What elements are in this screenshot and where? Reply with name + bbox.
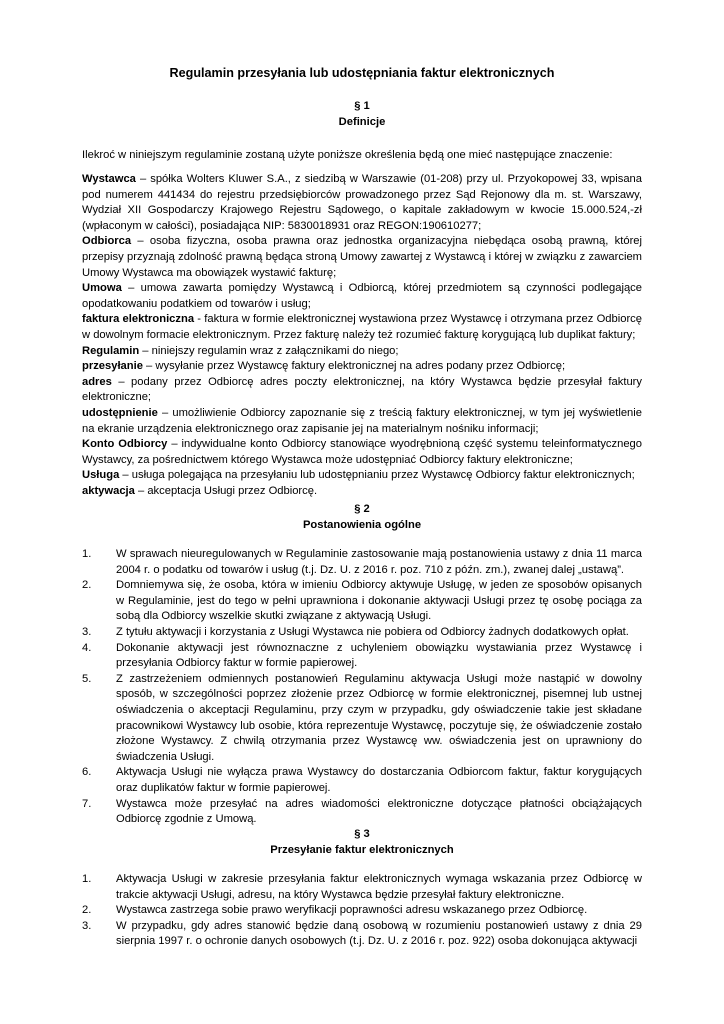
- definition-term: Konto Odbiorcy: [82, 438, 168, 451]
- item-number: 1.: [82, 873, 92, 885]
- definition-item: [82, 281, 642, 312]
- list-item: [82, 765, 642, 796]
- definition-text: – osoba fizyczna, osoba prawna oraz jednostka organizacyjna niebędąca osobą prawną, której przepisy przyznają zdolność prawną będąca stroną Umowy zawartej z Wystawcą i której w związku z zawarciem Umowy Wystawca ma obowiązek wystawić fakturę;: [82, 235, 642, 279]
- item-number: 4.: [82, 641, 92, 654]
- item-number: 5.: [82, 672, 92, 685]
- definition-item: [82, 484, 642, 500]
- definition-item: [82, 234, 642, 281]
- definition-item: [82, 172, 642, 234]
- definition-term: udostępnienie: [82, 406, 158, 419]
- item-text: Z zastrzeżeniem odmiennych postanowień Regulaminu aktywacja Usługi może nastąpić w dowolny sposób, w szczególności poprzez złożenie przez Odbiorcę w formie elektronicznej, pisemnej lub ustnej oświadczenia o akceptacji Regulaminu, przy czym w przypadku, gdy oświadczenie takie jest składane pracownikowi Wystawcy lub osobie, która reprezentuje Wystawcę, poczytuje się, że oświadczenie zostało złożone Wystawcy. Z chwilą otrzymania przez Wystawcę ww. oświadczenia jest on uprawniony do świadczenia Usługi.: [116, 672, 642, 763]
- definition-text: – wysyłanie przez Wystawcę faktury elektronicznej na adres podany przez Odbiorcę;: [142, 360, 566, 373]
- section-2-list: [82, 547, 642, 828]
- definition-text: – umowa zawarta pomiędzy Wystawcą i Odbiorcą, której przedmiotem są czynności podlegające opodatkowaniu podatkiem od towarów i usług;: [82, 282, 642, 310]
- item-number: 1.: [82, 548, 92, 560]
- section-3-number: § 3: [354, 828, 370, 840]
- definition-term: Odbiorca: [82, 235, 132, 248]
- definition-item: [82, 344, 642, 360]
- list-item: [82, 641, 642, 672]
- list-item: [82, 578, 642, 625]
- definitions-list: [82, 172, 642, 499]
- item-text: Z tytułu aktywacji i korzystania z Usługi Wystawca nie pobiera od Odbiorcy żadnych dodatkowych opłat.: [116, 625, 629, 638]
- definition-term: przesyłanie: [82, 360, 143, 373]
- list-item: [82, 625, 642, 641]
- item-text: Wystawca może przesyłać na adres wiadomości elektroniczne dotyczące płatności obciążających Odbiorcę zgodnie z Umową.: [116, 797, 642, 826]
- definition-text: – podany przez Odbiorcę adres poczty elektronicznej, na który Wystawca będzie przesyłał faktury elektroniczne;: [82, 375, 642, 404]
- item-text: Dokonanie aktywacji jest równoznaczne z uchyleniem obowiązku wystawiania przez Wystawcę i przesyłania Odbiorcy faktur w formie papierowej.: [116, 641, 642, 670]
- definition-term: faktura elektroniczna: [82, 313, 195, 326]
- item-text: Domniemywa się, że osoba, która w imieniu Odbiorcy aktywuje Usługę, w jeden ze sposobów opisanych w Regulaminie, jest do tego w pełni uprawniona i dokonanie aktywacji Usługi przez tę osobę pociąga za sobą dla Odbiorcy wszelkie skutki związane z aktywacją Usługi.: [116, 579, 642, 623]
- definition-item: [82, 406, 642, 437]
- definition-term: Umowa: [82, 282, 122, 295]
- item-text: Aktywacja Usługi w zakresie przesyłania faktur elektronicznych wymaga wskazania przez Odbiorcę w trakcie aktywacji Usługi, adresu, na który Wystawca będzie przesyłał faktury elektroniczne.: [116, 873, 642, 901]
- definition-term: Regulamin: [82, 344, 140, 357]
- list-item: [82, 903, 642, 919]
- list-item: [82, 797, 642, 828]
- definition-term: Wystawca: [82, 173, 136, 185]
- definition-text: – spółka Wolters Kluwer S.A., z siedzibą w Warszawie (01-208) przy ul. Przyokopowej 33, wpisana pod numerem 441434 do rejestru przedsiębiorców prowadzonego przez Sąd Rejonowy dla m. st. Warszawy, Wydział XII Gospodarczy Krajowego Rejestru Sądowego, o kapitale zakładowym w kwocie 15.000.524,-zł (wpłaconym w całości), posiadająca NIP: 5830018931 oraz REGON:190610277;: [82, 173, 642, 232]
- item-text: Wystawca zastrzega sobie prawo weryfikacji poprawności adresu wskazanego przez Odbiorcę.: [116, 904, 588, 917]
- definition-text: - faktura w formie elektronicznej wystawiona przez Wystawcę i otrzymana przez Odbiorcę w dowolnym formacie elektronicznym. Przez fakturę należy też rozumieć fakturę korygującą lub duplikat faktury;: [82, 313, 642, 341]
- item-text: W sprawach nieuregulowanych w Regulaminie zastosowanie mają postanowienia ustawy z dnia 11 marca 2004 r. o podatku od towarów i usług (t.j. Dz. U. z 2016 r. poz. 710 z późn. zm.), zwanej dalej „ustawą”.: [116, 548, 642, 576]
- definition-item: [82, 437, 642, 468]
- section-3-heading: Przesyłanie faktur elektronicznych: [270, 844, 454, 856]
- section-2-number: § 2: [354, 503, 370, 515]
- definition-text: – niniejszy regulamin wraz z załącznikami do niego;: [139, 344, 399, 357]
- list-item: [82, 672, 642, 766]
- list-item: [82, 872, 642, 903]
- item-number: 3.: [82, 919, 92, 932]
- item-text: W przypadku, gdy adres stanowić będzie daną osobową w rozumieniu postanowień ustawy z dnia 29 sierpnia 1997 r. o ochronie danych osobowych (t.j. Dz. U. z 2016 r. poz. 922) osoba dokonująca aktywacji: [116, 919, 642, 948]
- definition-text: – akceptacja Usługi przez Odbiorcę.: [134, 484, 318, 497]
- list-item: [82, 547, 642, 578]
- definition-item: [82, 359, 642, 375]
- item-number: 3.: [82, 625, 92, 638]
- item-number: 7.: [82, 797, 92, 810]
- definition-item: [82, 468, 642, 484]
- section-1-number: § 1: [354, 100, 370, 112]
- definition-term: Usługa: [82, 469, 120, 482]
- section-3-list: [82, 872, 642, 950]
- item-number: 6.: [82, 766, 92, 779]
- item-number: 2.: [82, 579, 92, 592]
- definition-term: aktywacja: [82, 484, 135, 497]
- definition-text: – usługa polegająca na przesyłaniu lub udostępnianiu przez Wystawcę Odbiorcy faktur elektronicznych;: [119, 469, 635, 482]
- definition-item: [82, 375, 642, 406]
- section-1-heading: Definicje: [338, 116, 386, 128]
- definition-term: adres: [82, 375, 112, 388]
- definition-text: – indywidualne konto Odbiorcy stanowiące wyodrębnioną część systemu teleinformatycznego Wystawcy, za pośrednictwem którego Wystawca może udostępniać Odbiorcy faktury elektroniczne;: [82, 438, 642, 466]
- definition-text: – umożliwienie Odbiorcy zapoznanie się z treścią faktury elektronicznej, w tym jej wyświetlenie na ekranie urządzenia elektronicznego oraz zapisanie jej na materialnym nośniku informacji;: [82, 406, 642, 435]
- section-2-heading: Postanowienia ogólne: [302, 519, 422, 531]
- item-number: 2.: [82, 904, 92, 917]
- definitions-intro: Ilekroć w niniejszym regulaminie zostaną użyte poniższe określenia będą one mieć następujące znaczenie:: [82, 149, 613, 161]
- document-title: Regulamin przesyłania lub udostępniania faktur elektronicznych: [169, 66, 555, 80]
- item-text: Aktywacja Usługi nie wyłącza prawa Wystawcy do dostarczania Odbiorcom faktur, faktur korygujących oraz duplikatów faktur w formie papierowej.: [116, 766, 642, 794]
- definition-item: [82, 312, 642, 343]
- list-item: [82, 919, 642, 950]
